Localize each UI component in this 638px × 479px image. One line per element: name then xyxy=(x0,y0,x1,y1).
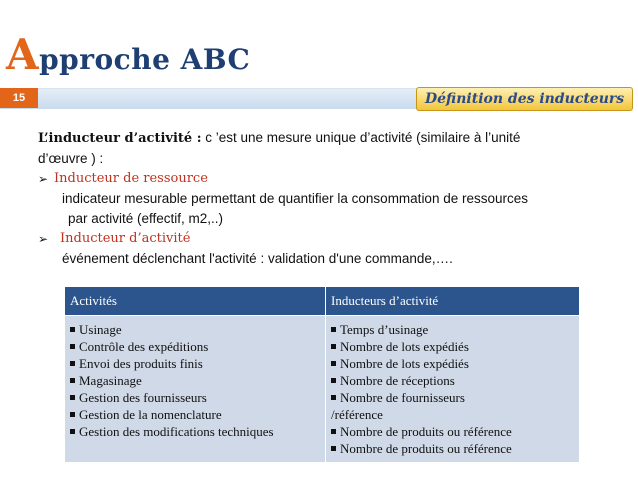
list-item: Nombre de produits ou référence xyxy=(331,440,574,457)
square-bullet-icon xyxy=(70,327,75,332)
bullet-title: Inducteur de ressource xyxy=(54,171,208,186)
section-tag: Définition des inducteurs xyxy=(416,87,633,111)
title-rest: pproche ABC xyxy=(39,43,251,76)
list-item: Contrôle des expéditions xyxy=(70,338,320,355)
table-row xyxy=(65,316,580,463)
bullet-title: Inducteur d’activité xyxy=(60,231,191,246)
square-bullet-icon xyxy=(70,429,75,434)
bullet-text: par activité (effectif, m2,..) xyxy=(68,211,224,226)
square-bullet-icon xyxy=(70,344,75,349)
list-item: Gestion des fournisseurs xyxy=(70,389,320,406)
list-item: Gestion des modifications techniques xyxy=(70,423,320,440)
list-item: Nombre de produits ou référence xyxy=(331,423,574,440)
square-bullet-icon xyxy=(70,361,75,366)
list-item: Nombre de lots expédiés xyxy=(331,355,574,372)
list-item: Temps d’usinage xyxy=(331,321,574,338)
table-header-row xyxy=(65,287,580,316)
intro-paragraph xyxy=(38,128,618,149)
slide-title xyxy=(6,30,250,79)
bullet-activity xyxy=(38,229,618,249)
square-bullet-icon xyxy=(70,412,75,417)
square-bullet-icon xyxy=(331,395,336,400)
activities-table xyxy=(64,286,580,463)
square-bullet-icon xyxy=(331,327,336,332)
arrow-bullet-icon: ➢ xyxy=(38,172,49,186)
arrow-bullet-icon: ➢ xyxy=(38,232,49,246)
square-bullet-icon xyxy=(70,378,75,383)
list-item: Magasinage xyxy=(70,372,320,389)
square-bullet-icon xyxy=(331,446,336,451)
intro-line-1: c ’est une mesure unique d’activité (similaire à l’unité xyxy=(201,130,521,145)
square-bullet-icon xyxy=(331,344,336,349)
square-bullet-icon xyxy=(331,361,336,366)
square-bullet-icon xyxy=(70,395,75,400)
bullet-resource xyxy=(38,169,618,189)
list-item: Envoi des produits finis xyxy=(70,355,320,372)
list-item: Nombre de fournisseurs /référence xyxy=(331,390,465,422)
list-item: Gestion de la nomenclature xyxy=(70,406,320,423)
intro-term: L’inducteur d’activité : xyxy=(38,131,202,146)
body-text xyxy=(38,128,618,269)
column-header-drivers: Inducteurs d’activité xyxy=(326,287,580,316)
bullet-text: événement déclenchant l'activité : validation d'une commande,…. xyxy=(62,251,453,266)
page-number: 15 xyxy=(0,88,38,108)
list-item: Nombre de réceptions xyxy=(331,372,574,389)
list-item: Nombre de lots expédiés xyxy=(331,338,574,355)
square-bullet-icon xyxy=(331,378,336,383)
intro-line-2: d’œuvre ) : xyxy=(38,151,104,166)
drivers-cell xyxy=(326,316,580,463)
column-header-activities: Activités xyxy=(65,287,326,316)
activities-cell xyxy=(65,316,326,463)
square-bullet-icon xyxy=(331,429,336,434)
list-item: Usinage xyxy=(70,321,320,338)
title-initial: A xyxy=(6,30,40,79)
bullet-text: indicateur mesurable permettant de quantifier la consommation de ressources xyxy=(62,191,528,206)
